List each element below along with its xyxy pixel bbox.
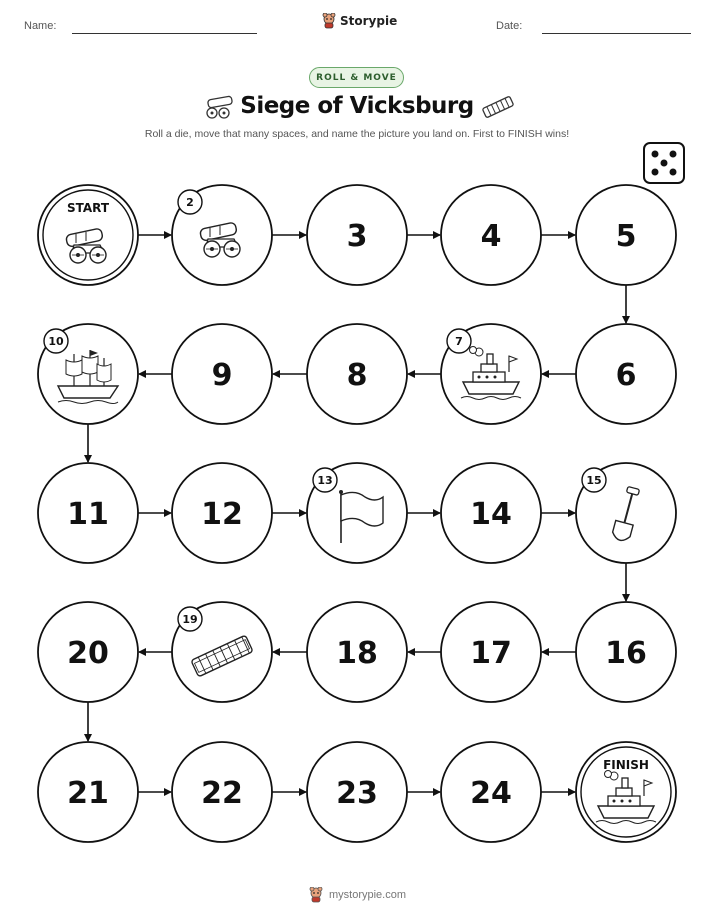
space-number: 17 (470, 636, 512, 671)
footer (309, 887, 406, 903)
space-number: 20 (67, 636, 109, 671)
space-number: 23 (336, 776, 378, 811)
board-space[interactable] (576, 324, 676, 424)
space-number: 3 (346, 219, 368, 254)
board-space[interactable] (441, 463, 541, 563)
board-space[interactable] (172, 324, 272, 424)
space-number-badge: 10 (48, 335, 64, 348)
space-number: 14 (470, 497, 512, 532)
footer-mascot-icon (309, 887, 323, 903)
space-label: START (66, 201, 110, 215)
board-space[interactable] (38, 602, 138, 702)
board-space[interactable] (441, 185, 541, 285)
board-space[interactable] (172, 185, 272, 285)
space-number: 24 (470, 776, 512, 811)
footer-site[interactable]: mystorypie.com (329, 889, 407, 901)
space-number: 22 (201, 776, 243, 811)
board-space[interactable] (307, 602, 407, 702)
space-label: FINISH (603, 758, 649, 772)
board-space[interactable] (172, 742, 272, 842)
board-space[interactable] (38, 463, 138, 563)
instructions: Roll a die, move that many spaces, and name the picture you land on. First to FINISH wins! (144, 128, 570, 140)
board-space[interactable] (172, 463, 272, 563)
board-space[interactable] (38, 742, 138, 842)
space-number: 21 (67, 776, 109, 811)
board-space[interactable] (441, 324, 541, 424)
board-space[interactable] (441, 742, 541, 842)
space-number: 4 (480, 219, 502, 254)
board-space[interactable] (576, 185, 676, 285)
activity-badge: ROLL & MOVE (309, 67, 404, 88)
space-number-badge: 13 (317, 474, 333, 487)
board-space[interactable] (307, 185, 407, 285)
space-number: 6 (615, 358, 637, 393)
space-number: 18 (336, 636, 378, 671)
brand-name: Storypie (340, 14, 398, 28)
space-number-badge: 19 (182, 613, 198, 626)
page-title: Siege of Vicksburg (240, 93, 474, 119)
space-number: 8 (346, 358, 368, 393)
board-space[interactable] (307, 463, 407, 563)
board-space[interactable] (576, 602, 676, 702)
board-space[interactable] (441, 602, 541, 702)
board-space[interactable] (172, 602, 272, 702)
name-label: Name: (24, 20, 57, 32)
board-space-start[interactable] (38, 185, 138, 285)
space-number: 5 (615, 219, 637, 254)
board-space[interactable] (576, 463, 676, 563)
board-space[interactable] (307, 742, 407, 842)
space-number-badge: 15 (586, 474, 602, 487)
space-number: 12 (201, 497, 243, 532)
space-number: 11 (67, 497, 109, 532)
date-label: Date: (496, 20, 523, 32)
board-space[interactable] (307, 324, 407, 424)
space-number-badge: 7 (455, 335, 463, 348)
space-number-badge: 2 (186, 196, 194, 209)
space-number: 9 (211, 358, 233, 393)
board-space-finish[interactable] (576, 742, 676, 842)
space-number: 16 (605, 636, 647, 671)
board-space[interactable] (38, 324, 138, 424)
